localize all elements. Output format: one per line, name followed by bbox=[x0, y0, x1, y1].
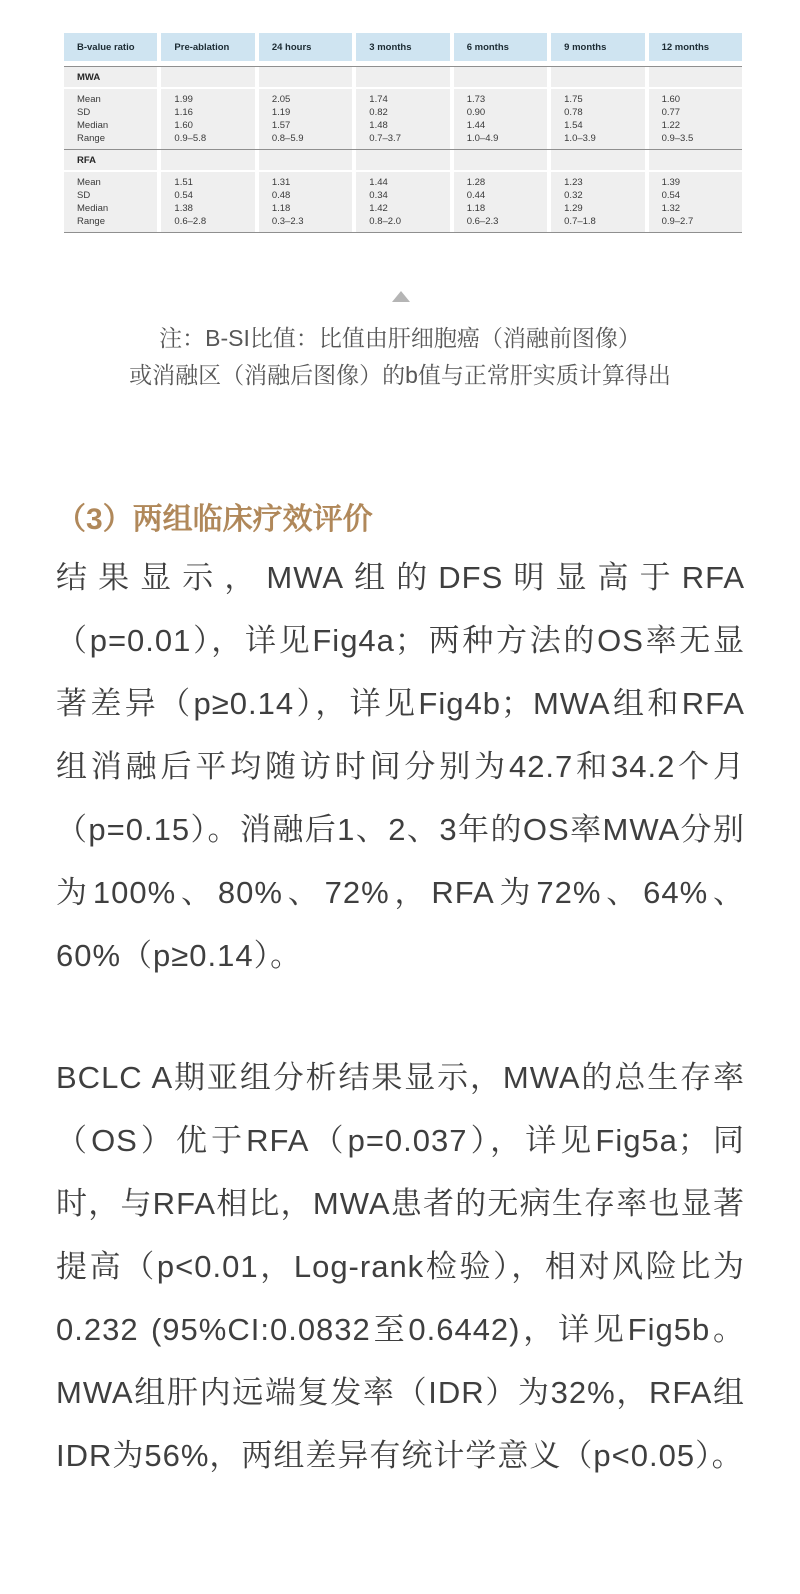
table-row: Median 1.60 1.57 1.48 1.44 1.54 1.22 bbox=[64, 119, 742, 132]
group-label: MWA bbox=[64, 67, 157, 87]
table-header-cell: 24 hours bbox=[259, 33, 352, 61]
table-header-cell: B-value ratio bbox=[64, 33, 157, 61]
paragraph-bclc-subgroup: BCLC A期亚组分析结果显示，MWA的总生存率（OS）优于RFA（p=0.037），详见Fig5a；同时，与RFA相比，MWA患者的无病生存率也显著提高（p<0.01，Log-rank检验），相对风险比为0.232 (95%CI:0.0832至0.6442)，详见Fig5b。MWA组肝内远端复发率（IDR）为32%，RFA组IDR为56%，两组差异有统计学意义（p<0.05）。 bbox=[56, 1060, 745, 1473]
table-header-cell: 6 months bbox=[454, 33, 547, 61]
table-row: Range 0.9–5.8 0.8–5.9 0.7–3.7 1.0–4.9 1.0–3.9 0.9–3.5 bbox=[64, 132, 742, 145]
table-row: Range 0.6–2.8 0.3–2.3 0.8–2.0 0.6–2.3 0.7–1.8 0.9–2.7 bbox=[64, 215, 742, 228]
section-heading: （3）两组临床疗效评价 bbox=[56, 503, 373, 536]
table-note bbox=[0, 320, 800, 394]
table-header-cell: 3 months bbox=[356, 33, 449, 61]
row-label: Mean bbox=[64, 93, 157, 106]
table-header-cell: 12 months bbox=[649, 33, 742, 61]
table-row: Median 1.38 1.18 1.42 1.18 1.29 1.32 bbox=[64, 202, 742, 215]
table-header-cell: Pre-ablation bbox=[161, 33, 254, 61]
table-rule bbox=[64, 232, 742, 233]
b-value-ratio-table bbox=[64, 33, 742, 233]
collapse-arrow-icon[interactable] bbox=[392, 291, 410, 302]
row-label: SD bbox=[64, 106, 157, 119]
table-row: Mean 1.99 2.05 1.74 1.73 1.75 1.60 bbox=[64, 93, 742, 106]
group-label: RFA bbox=[64, 150, 157, 170]
table-row: Mean 1.51 1.31 1.44 1.28 1.23 1.39 bbox=[64, 176, 742, 189]
table-note-line1: 注：B-SI比值：比值由肝细胞癌（消融前图像） bbox=[159, 325, 641, 351]
table-header-row bbox=[64, 33, 742, 61]
group-row-mwa bbox=[64, 67, 742, 87]
row-label: Median bbox=[64, 119, 157, 132]
table-row: SD 0.54 0.48 0.34 0.44 0.32 0.54 bbox=[64, 189, 742, 202]
table-header-cell: 9 months bbox=[551, 33, 644, 61]
paragraph-results: 结果显示，MWA组的DFS明显高于RFA（p=0.01），详见Fig4a；两种方法的OS率无显著差异（p≥0.14），详见Fig4b；MWA组和RFA组消融后平均随访时间分别为42.7和34.2个月（p=0.15）。消融后1、2、3年的OS率MWA分别为100%、80%、72%，RFA为72%、64%、60%（p≥0.14）。 bbox=[56, 560, 745, 973]
table-note-line2: 或消融区（消融后图像）的b值与正常肝实质计算得出 bbox=[129, 362, 671, 388]
row-label: Mean bbox=[64, 176, 157, 189]
row-label: Median bbox=[64, 202, 157, 215]
table-row: SD 1.16 1.19 0.82 0.90 0.78 0.77 bbox=[64, 106, 742, 119]
row-label: SD bbox=[64, 189, 157, 202]
group-row-rfa bbox=[64, 150, 742, 170]
row-label: Range bbox=[64, 132, 157, 145]
row-label: Range bbox=[64, 215, 157, 228]
